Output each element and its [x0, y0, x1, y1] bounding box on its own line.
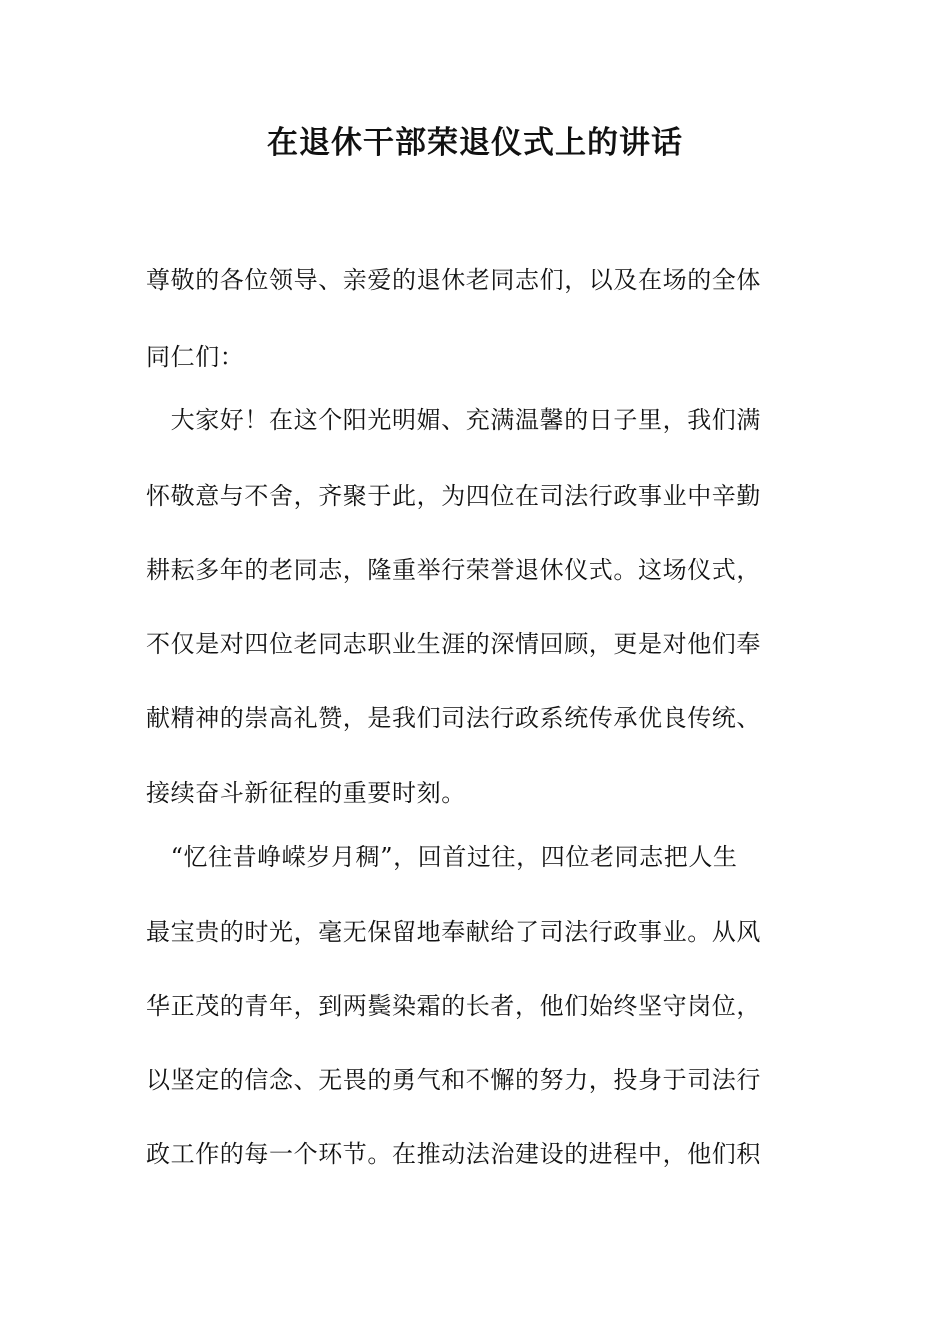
speech-line: 接续奋斗新征程的重要时刻。	[146, 779, 466, 807]
speech-line: 怀敬意与不舍，齐聚于此，为四位在司法行政事业中辛勤	[146, 482, 761, 510]
speech-line: “忆往昔峥嵘岁月稠”，回首过往，四位老同志把人生	[146, 843, 738, 871]
speech-line: 政工作的每一个环节。在推动法治建设的进程中，他们积	[146, 1140, 761, 1168]
speech-line: 耕耘多年的老同志，隆重举行荣誉退休仪式。这场仪式，	[146, 556, 761, 584]
speech-line: 以坚定的信念、无畏的勇气和不懈的努力，投身于司法行	[146, 1066, 761, 1094]
speech-line: 尊敬的各位领导、亲爱的退休老同志们，以及在场的全体	[146, 266, 761, 294]
speech-line: 献精神的崇高礼赞，是我们司法行政系统传承优良传统、	[146, 704, 761, 732]
speech-line: 华正茂的青年，到两鬓染霜的长者，他们始终坚守岗位，	[146, 992, 761, 1020]
speech-line: 同仁们：	[146, 343, 245, 371]
speech-line: 不仅是对四位老同志职业生涯的深情回顾，更是对他们奉	[146, 630, 761, 658]
speech-line: 最宝贵的时光，毫无保留地奉献给了司法行政事业。从风	[146, 918, 761, 946]
document-title: 在退休干部荣退仪式上的讲话	[267, 125, 683, 161]
speech-line: 大家好！在这个阳光明媚、充满温馨的日子里，我们满	[146, 406, 761, 434]
